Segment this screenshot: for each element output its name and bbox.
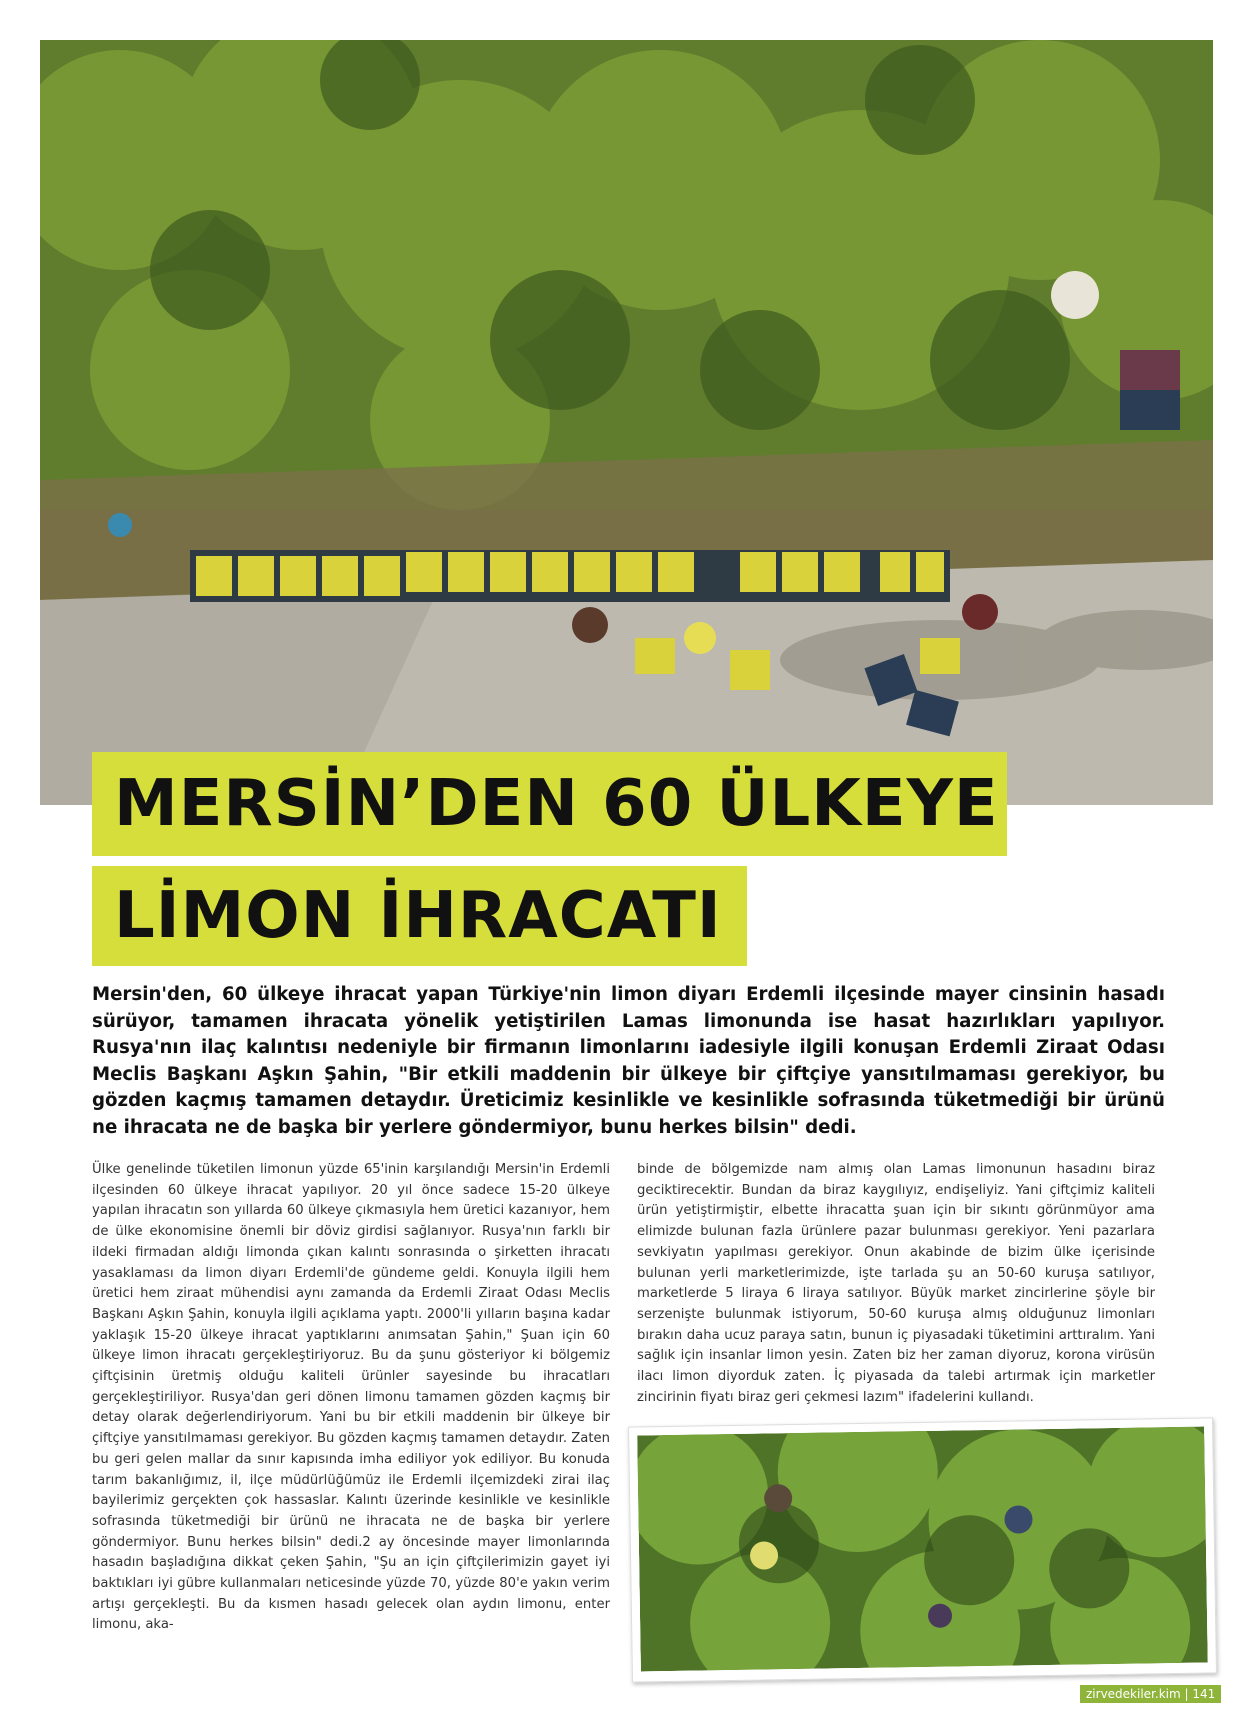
footer-separator: | — [1184, 1687, 1189, 1701]
headline-line-2 — [92, 866, 747, 966]
headline-line-1 — [92, 752, 1007, 856]
lead-paragraph: Mersin'den, 60 ülkeye ihracat yapan Türkiye'nin limon diyarı Erdemli ilçesinde mayer cinsinin hasadı sürüyor, tamamen ihracata yönelik yetiştirilen Lamas limonunda ise hasat hazırlıkları yapılıyor. Rusya'nın ilaç kalıntısı nedeniyle bir firmanın limonlarını iadesiyle ilgili konuşan Erdemli Ziraat Odası Meclis Başkanı Aşkın Şahin, "Bir etkili maddenin bir ülkeye bir çiftçiye yansıtılmaması gerekiyor, bu gözden kaçmış tamamen detaydır. Üreticimiz kesinlikle ve kesinlikle sofrasında tüketmediği bir ürünü ne ihracata ne de başka bir yerlere göndermiyor, bunu herkes bilsin" dedi. — [92, 984, 1165, 1138]
page-footer — [1080, 1685, 1221, 1703]
body-column-2: binde de bölgemizde nam almış olan Lamas limonunun hasadını biraz geciktirecektir. Bundan da biraz kaygılıyız, endişeliyiz. Yani çiftçimiz kaliteli ürün yetiştirmiştir, elbette ihracatta şuan için bir sıkıntı görünmüyor ama elimizde bulunan fazla ürünlere pazar bulunması gerekiyor. Yeni pazarlara sevkiyatın yapılması gerekiyor. Onun akabinde de bizim ülke içerisinde bulunan yerli marketlerimizde, işte tarlada şu an 50-60 kuruşa satılıyor, marketlerde 5 liraya 6 liraya satılıyor. Büyük market zincirlerine şöyle bir serzenişte bulunmak istiyorum, 50-60 kuruşa almış olduğunuz limonları bırakın daha ucuz paraya satın, bunun iç piyasadaki tüketimini arttıralım. Yani sağlık için insanlar limon yesin. Zaten biz her zaman diyoruz, korona virüsün ilacı limon diyorduk zaten. İç piyasada da talebi artırmak için marketler zincirinin fiyatı biraz geri çekmesi lazım" ifadelerini kullandı. — [637, 1162, 1155, 1405]
footer-site: zirvedekiler.kim — [1086, 1687, 1181, 1701]
orchard-photo — [628, 1417, 1217, 1682]
body-column-1: Ülke genelinde tüketilen limonun yüzde 65'inin karşılandığı Mersin'in Erdemli ilçesinden 60 ülkeye ihracat yapılıyor. 20 yıl önce sadece 15-20 ülkeye yapılan ihracatın son yıllarda 60 ülkeye çıkmasıyla hem üretici kazanıyor, hem de ülke ekonomisine önemli bir döviz girdisi sağlanıyor. Rusya'nın farklı bir ildeki firmadan aldığı limonda çıkan kalıntı sonrasında o şirketten ihracatı yasaklaması da limon diyarı Erdemli'de gündeme geldi. Konuyla ilgili hem üretici hem ziraat mühendisi aynı zamanda da Erdemli Ziraat Odası Meclis Başkanı Aşkın Şahin, konuyla ilgili açıklama yaptı. 2000'li yılların başına kadar yaklaşık 15-20 ülkeye ihracat yaptıklarını anımsatan Şahin," Şuan için 60 ülkeye limon ihracatı gerçekleştiriyoruz. Bu da şunu gösteriyor ki bölgemiz çiftçisinin üretmiş olduğu kaliteli ürünler sayesinde bu ihracatları gerçekleştiriliyor. Rusya'dan geri dönen limonu tamamen gözden kaçmış bir detay olarak değerlendiriyorum. Yani bu bir etkili maddenin bir ülkeye bir çiftçiye yansıtılmaması gerekiyor. Bu gözden kaçmış tamamen detaydır. Zaten bu geri gelen mallar da sınır kapısında imha ediliyor yok ediliyor. Bu konuda tarım bakanlığımız, il, ilçe müdürlüğümüz ile Erdemli ilçemizdeki zirai ilaç bayilerimiz gerçekten çok hassaslar. Kalıntı üzerinde kesinlikle ve kesinlikle sofrasında tüketmediği bir ürünü ne ihracata ne de başka bir yerlere göndermiyor. Bunu herkes bilsin" dedi.2 ay öncesinde mayer limonlarında hasadın başladığına dikkat çeken Şahin, "Şu an için çiftçilerimizin gayet iyi baktıkları iyi gübre kullanmaları neticesinde yüzde 70, yüzde 80'e yakın verim artışı gerçekleşti. Bu da kısmen hasadı gelecek olan aydın limonu, enter limonu, aka- — [92, 1162, 610, 1633]
page-number: 141 — [1192, 1687, 1216, 1701]
hero-photo — [40, 40, 1213, 805]
headline-text-1: MERSİN’DEN 60 ÜLKEYE — [114, 767, 999, 841]
headline-text-2: LİMON İHRACATI — [114, 879, 722, 953]
